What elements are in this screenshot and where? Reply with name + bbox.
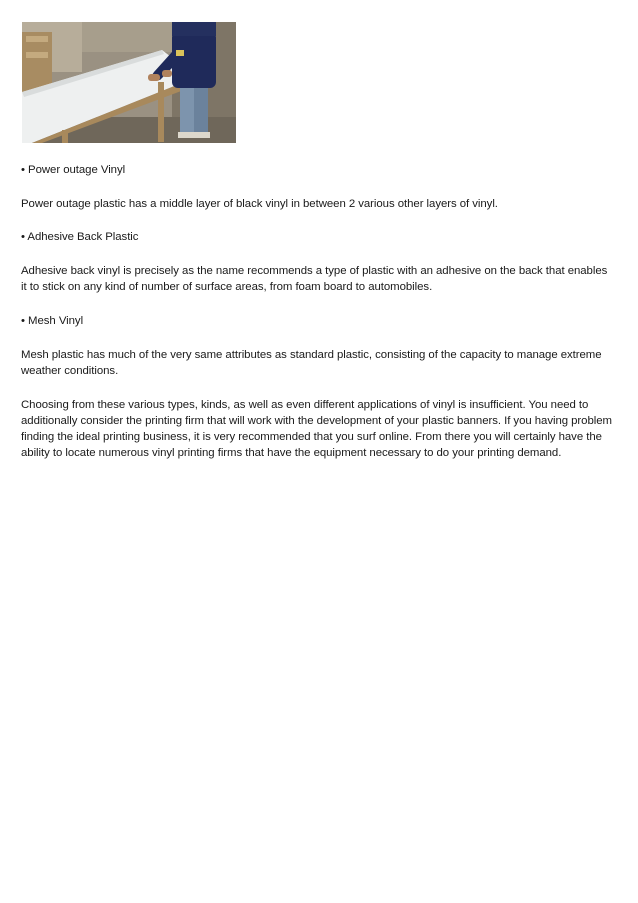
bullet-heading-adhesive-back-plastic: • Adhesive Back Plastic <box>21 231 139 244</box>
paragraph-adhesive-back-vinyl: Adhesive back vinyl is precisely as the name recommends a type of plastic with an adhesive on the back that enables it to stick on any kind of number of surface areas, from foam board to automobiles. <box>21 265 608 294</box>
paragraph-power-outage-vinyl: Power outage plastic has a middle layer of black vinyl in between 2 various other layers of vinyl. <box>21 197 498 210</box>
bullet-heading-power-outage-vinyl: • Power outage Vinyl <box>21 164 126 176</box>
bullet-heading-mesh-vinyl: • Mesh Vinyl <box>21 315 84 328</box>
paragraph-choosing-printing-firm: Choosing from these various types, kinds, as well as even different applications of vinyl is insufficient. You need to additionally consider the printing firm that will work with the development of your plastic banners. If you having problem finding the ideal printing business, it is very recommended that you surf online. From there you will certainly have the ability to locate numerous vinyl printing firms that have the equipment necessary to do your printing demand. <box>21 398 612 460</box>
document-body <box>21 162 615 479</box>
vinyl-worker-photo <box>22 22 236 143</box>
paragraph-mesh-vinyl: Mesh plastic has much of the very same attributes as standard plastic, consisting of the capacity to manage extreme weather conditions. <box>21 348 602 377</box>
photo-illustration <box>22 22 236 143</box>
